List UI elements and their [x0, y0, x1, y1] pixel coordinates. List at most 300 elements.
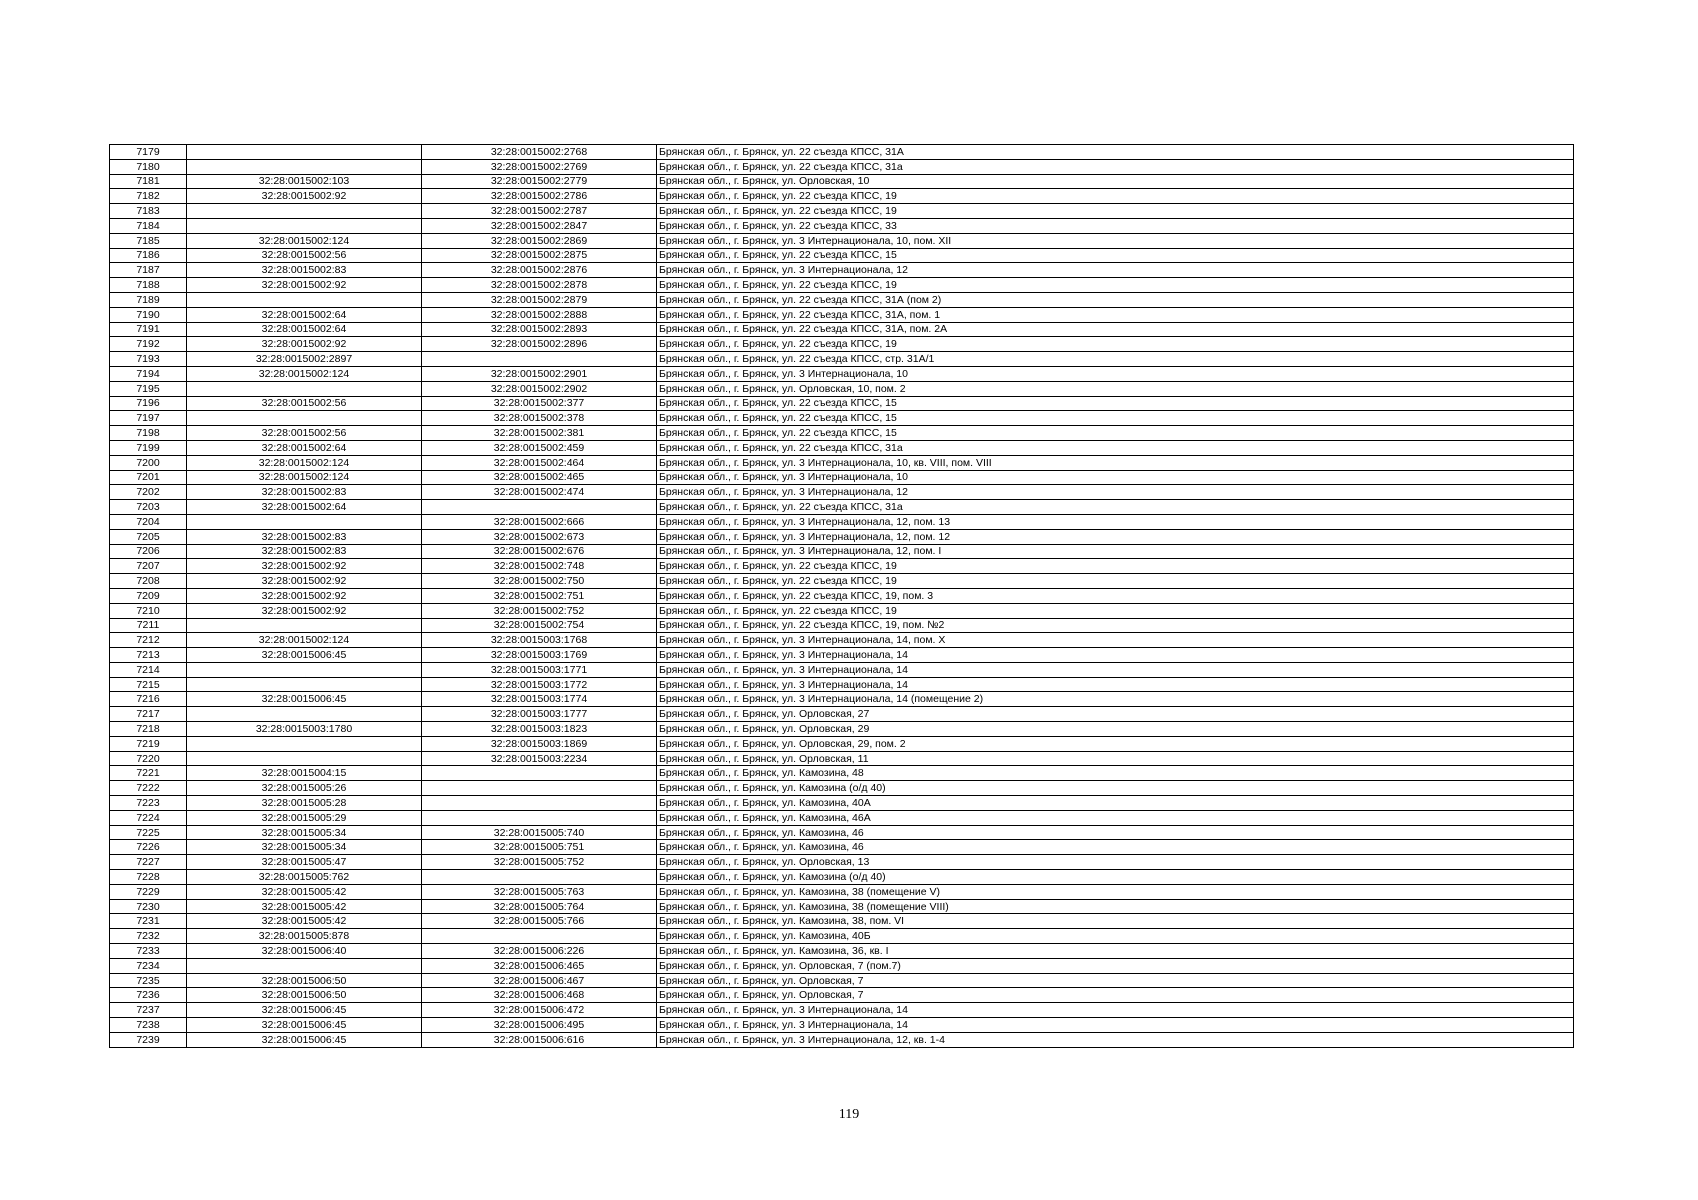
parent-cadastral-cell: [187, 618, 422, 633]
cadastral-number-cell: 32:28:0015002:2769: [422, 159, 657, 174]
parent-cadastral-cell: [187, 736, 422, 751]
table-row: [110, 426, 1574, 441]
parent-cadastral-cell: 32:28:0015004:15: [187, 766, 422, 781]
table-body: [110, 145, 1574, 1048]
row-number-cell: 7205: [110, 529, 187, 544]
address-cell: Брянская обл., г. Брянск, ул. Камозина, 38 (помещение VIII): [657, 899, 1574, 914]
address-cell: Брянская обл., г. Брянск, ул. Орловская, 7: [657, 973, 1574, 988]
parent-cadastral-cell: 32:28:0015002:64: [187, 440, 422, 455]
address-cell: Брянская обл., г. Брянск, ул. 3 Интернационала, 14: [657, 677, 1574, 692]
address-cell: Брянская обл., г. Брянск, ул. 22 съезда КПСС, 33: [657, 218, 1574, 233]
cadastral-number-cell: 32:28:0015006:468: [422, 988, 657, 1003]
row-number-cell: 7189: [110, 292, 187, 307]
address-cell: Брянская обл., г. Брянск, ул. Орловская, 10, пом. 2: [657, 381, 1574, 396]
cadastral-number-cell: 32:28:0015005:763: [422, 884, 657, 899]
cadastral-number-cell: 32:28:0015005:752: [422, 855, 657, 870]
row-number-cell: 7203: [110, 500, 187, 515]
parent-cadastral-cell: [187, 751, 422, 766]
address-cell: Брянская обл., г. Брянск, ул. 22 съезда КПСС, стр. 31А/1: [657, 352, 1574, 367]
parent-cadastral-cell: 32:28:0015005:878: [187, 929, 422, 944]
row-number-cell: 7214: [110, 662, 187, 677]
row-number-cell: 7200: [110, 455, 187, 470]
table-row: [110, 914, 1574, 929]
parent-cadastral-cell: [187, 145, 422, 160]
parent-cadastral-cell: [187, 292, 422, 307]
cadastral-number-cell: 32:28:0015003:1869: [422, 736, 657, 751]
row-number-cell: 7223: [110, 796, 187, 811]
address-cell: Брянская обл., г. Брянск, ул. 22 съезда КПСС, 31а: [657, 159, 1574, 174]
cadastral-number-cell: 32:28:0015003:2234: [422, 751, 657, 766]
cadastral-number-cell: 32:28:0015002:750: [422, 574, 657, 589]
cadastral-number-cell: 32:28:0015002:2879: [422, 292, 657, 307]
cadastral-number-cell: [422, 929, 657, 944]
row-number-cell: 7194: [110, 366, 187, 381]
table-row: [110, 529, 1574, 544]
table-row: [110, 322, 1574, 337]
address-cell: Брянская обл., г. Брянск, ул. Орловская, 27: [657, 707, 1574, 722]
cadastral-number-cell: 32:28:0015006:465: [422, 958, 657, 973]
row-number-cell: 7182: [110, 189, 187, 204]
cadastral-number-cell: 32:28:0015002:2896: [422, 337, 657, 352]
parent-cadastral-cell: [187, 204, 422, 219]
cadastral-number-cell: [422, 500, 657, 515]
cadastral-number-cell: 32:28:0015006:472: [422, 1003, 657, 1018]
cadastral-number-cell: 32:28:0015003:1769: [422, 648, 657, 663]
row-number-cell: 7221: [110, 766, 187, 781]
row-number-cell: 7227: [110, 855, 187, 870]
address-cell: Брянская обл., г. Брянск, ул. 3 Интернационала, 14 (помещение 2): [657, 692, 1574, 707]
address-cell: Брянская обл., г. Брянск, ул. 22 съезда КПСС, 31А (пом 2): [657, 292, 1574, 307]
address-cell: Брянская обл., г. Брянск, ул. 22 съезда КПСС, 31А, пом. 1: [657, 307, 1574, 322]
parent-cadastral-cell: 32:28:0015006:40: [187, 944, 422, 959]
table-row: [110, 455, 1574, 470]
parent-cadastral-cell: 32:28:0015002:124: [187, 470, 422, 485]
row-number-cell: 7193: [110, 352, 187, 367]
parent-cadastral-cell: 32:28:0015002:124: [187, 455, 422, 470]
row-number-cell: 7198: [110, 426, 187, 441]
cadastral-number-cell: 32:28:0015002:474: [422, 485, 657, 500]
table-row: [110, 766, 1574, 781]
parent-cadastral-cell: 32:28:0015002:2897: [187, 352, 422, 367]
row-number-cell: 7187: [110, 263, 187, 278]
parent-cadastral-cell: 32:28:0015002:103: [187, 174, 422, 189]
address-cell: Брянская обл., г. Брянск, ул. Камозина (о/д 40): [657, 781, 1574, 796]
table-row: [110, 514, 1574, 529]
table-row: [110, 677, 1574, 692]
table-row: [110, 633, 1574, 648]
table-row: [110, 796, 1574, 811]
cadastral-number-cell: 32:28:0015003:1777: [422, 707, 657, 722]
cadastral-number-cell: [422, 352, 657, 367]
row-number-cell: 7179: [110, 145, 187, 160]
cadastral-number-cell: 32:28:0015003:1772: [422, 677, 657, 692]
row-number-cell: 7228: [110, 870, 187, 885]
cadastral-number-cell: 32:28:0015006:467: [422, 973, 657, 988]
address-cell: Брянская обл., г. Брянск, ул. 22 съезда КПСС, 19, пом. №2: [657, 618, 1574, 633]
parent-cadastral-cell: [187, 411, 422, 426]
table-row: [110, 840, 1574, 855]
table-row: [110, 855, 1574, 870]
address-cell: Брянская обл., г. Брянск, ул. Орловская, 29, пом. 2: [657, 736, 1574, 751]
address-cell: Брянская обл., г. Брянск, ул. 3 Интернационала, 12, пом. 13: [657, 514, 1574, 529]
cadastral-number-cell: 32:28:0015002:752: [422, 603, 657, 618]
address-cell: Брянская обл., г. Брянск, ул. 3 Интернационала, 12, пом. 12: [657, 529, 1574, 544]
parent-cadastral-cell: [187, 958, 422, 973]
row-number-cell: 7220: [110, 751, 187, 766]
parent-cadastral-cell: 32:28:0015005:762: [187, 870, 422, 885]
cadastral-number-cell: 32:28:0015002:464: [422, 455, 657, 470]
parent-cadastral-cell: [187, 514, 422, 529]
address-cell: Брянская обл., г. Брянск, ул. 22 съезда КПСС, 15: [657, 248, 1574, 263]
table-row: [110, 648, 1574, 663]
cadastral-number-cell: 32:28:0015002:465: [422, 470, 657, 485]
table-row: [110, 174, 1574, 189]
address-cell: Брянская обл., г. Брянск, ул. 3 Интернационала, 10, пом. XII: [657, 233, 1574, 248]
address-cell: Брянская обл., г. Брянск, ул. Камозина, 36, кв. I: [657, 944, 1574, 959]
cadastral-number-cell: 32:28:0015003:1771: [422, 662, 657, 677]
row-number-cell: 7185: [110, 233, 187, 248]
row-number-cell: 7202: [110, 485, 187, 500]
row-number-cell: 7180: [110, 159, 187, 174]
address-cell: Брянская обл., г. Брянск, ул. 22 съезда КПСС, 19: [657, 204, 1574, 219]
table-row: [110, 485, 1574, 500]
address-cell: Брянская обл., г. Брянск, ул. 22 съезда КПСС, 31а: [657, 500, 1574, 515]
cadastral-number-cell: 32:28:0015002:2787: [422, 204, 657, 219]
address-cell: Брянская обл., г. Брянск, ул. 3 Интернационала, 10: [657, 470, 1574, 485]
table-row: [110, 618, 1574, 633]
table-row: [110, 958, 1574, 973]
cadastral-number-cell: 32:28:0015002:459: [422, 440, 657, 455]
table-row: [110, 751, 1574, 766]
cadastral-table: [109, 144, 1574, 1048]
cadastral-number-cell: 32:28:0015002:2902: [422, 381, 657, 396]
cadastral-number-cell: 32:28:0015002:751: [422, 588, 657, 603]
row-number-cell: 7222: [110, 781, 187, 796]
address-cell: Брянская обл., г. Брянск, ул. Орловская, 7 (пом.7): [657, 958, 1574, 973]
row-number-cell: 7211: [110, 618, 187, 633]
cadastral-number-cell: 32:28:0015002:748: [422, 559, 657, 574]
cadastral-number-cell: 32:28:0015002:2875: [422, 248, 657, 263]
cadastral-number-cell: 32:28:0015002:2768: [422, 145, 657, 160]
parent-cadastral-cell: 32:28:0015002:124: [187, 233, 422, 248]
row-number-cell: 7235: [110, 973, 187, 988]
table-row: [110, 218, 1574, 233]
parent-cadastral-cell: 32:28:0015002:92: [187, 559, 422, 574]
table-row: [110, 884, 1574, 899]
table-row: [110, 692, 1574, 707]
parent-cadastral-cell: 32:28:0015005:26: [187, 781, 422, 796]
parent-cadastral-cell: 32:28:0015006:45: [187, 1032, 422, 1047]
cadastral-number-cell: [422, 781, 657, 796]
parent-cadastral-cell: [187, 159, 422, 174]
address-cell: Брянская обл., г. Брянск, ул. 22 съезда КПСС, 15: [657, 411, 1574, 426]
table-row: [110, 396, 1574, 411]
address-cell: Брянская обл., г. Брянск, ул. 22 съезда КПСС, 19: [657, 337, 1574, 352]
table-row: [110, 470, 1574, 485]
parent-cadastral-cell: 32:28:0015006:45: [187, 648, 422, 663]
row-number-cell: 7231: [110, 914, 187, 929]
address-cell: Брянская обл., г. Брянск, ул. 22 съезда КПСС, 19: [657, 574, 1574, 589]
parent-cadastral-cell: 32:28:0015002:64: [187, 500, 422, 515]
address-cell: Брянская обл., г. Брянск, ул. 22 съезда КПСС, 19, пом. 3: [657, 588, 1574, 603]
row-number-cell: 7197: [110, 411, 187, 426]
table-row: [110, 810, 1574, 825]
parent-cadastral-cell: 32:28:0015002:92: [187, 189, 422, 204]
cadastral-number-cell: 32:28:0015005:751: [422, 840, 657, 855]
row-number-cell: 7192: [110, 337, 187, 352]
parent-cadastral-cell: 32:28:0015006:45: [187, 1018, 422, 1033]
table-row: [110, 899, 1574, 914]
parent-cadastral-cell: 32:28:0015005:42: [187, 914, 422, 929]
cadastral-number-cell: 32:28:0015002:2878: [422, 278, 657, 293]
cadastral-number-cell: 32:28:0015002:378: [422, 411, 657, 426]
table-row: [110, 574, 1574, 589]
table-row: [110, 544, 1574, 559]
row-number-cell: 7210: [110, 603, 187, 618]
cadastral-number-cell: 32:28:0015002:666: [422, 514, 657, 529]
address-cell: Брянская обл., г. Брянск, ул. 3 Интернационала, 14: [657, 1018, 1574, 1033]
address-cell: Брянская обл., г. Брянск, ул. 3 Интернационала, 12: [657, 485, 1574, 500]
address-cell: Брянская обл., г. Брянск, ул. 3 Интернационала, 10, кв. VIII, пом. VIII: [657, 455, 1574, 470]
address-cell: Брянская обл., г. Брянск, ул. 22 съезда КПСС, 15: [657, 396, 1574, 411]
table-row: [110, 603, 1574, 618]
address-cell: Брянская обл., г. Брянск, ул. Камозина, 46А: [657, 810, 1574, 825]
parent-cadastral-cell: 32:28:0015006:45: [187, 1003, 422, 1018]
address-cell: Брянская обл., г. Брянск, ул. Камозина (о/д 40): [657, 870, 1574, 885]
address-cell: Брянская обл., г. Брянск, ул. 22 съезда КПСС, 19: [657, 189, 1574, 204]
cadastral-number-cell: [422, 810, 657, 825]
row-number-cell: 7206: [110, 544, 187, 559]
cadastral-number-cell: 32:28:0015005:764: [422, 899, 657, 914]
parent-cadastral-cell: 32:28:0015002:92: [187, 337, 422, 352]
cadastral-number-cell: 32:28:0015002:676: [422, 544, 657, 559]
parent-cadastral-cell: 32:28:0015005:34: [187, 825, 422, 840]
row-number-cell: 7181: [110, 174, 187, 189]
parent-cadastral-cell: 32:28:0015005:42: [187, 899, 422, 914]
address-cell: Брянская обл., г. Брянск, ул. Орловская, 10: [657, 174, 1574, 189]
parent-cadastral-cell: [187, 662, 422, 677]
row-number-cell: 7209: [110, 588, 187, 603]
cadastral-number-cell: 32:28:0015002:2869: [422, 233, 657, 248]
cadastral-number-cell: 32:28:0015003:1823: [422, 722, 657, 737]
parent-cadastral-cell: 32:28:0015005:47: [187, 855, 422, 870]
cadastral-number-cell: 32:28:0015006:616: [422, 1032, 657, 1047]
table-row: [110, 263, 1574, 278]
cadastral-number-cell: 32:28:0015002:2888: [422, 307, 657, 322]
table-row: [110, 440, 1574, 455]
row-number-cell: 7236: [110, 988, 187, 1003]
table-row: [110, 1032, 1574, 1047]
cadastral-number-cell: 32:28:0015002:2876: [422, 263, 657, 278]
row-number-cell: 7215: [110, 677, 187, 692]
table-row: [110, 278, 1574, 293]
address-cell: Брянская обл., г. Брянск, ул. 22 съезда КПСС, 19: [657, 278, 1574, 293]
cadastral-number-cell: [422, 766, 657, 781]
table-row: [110, 337, 1574, 352]
parent-cadastral-cell: 32:28:0015003:1780: [187, 722, 422, 737]
parent-cadastral-cell: 32:28:0015002:83: [187, 544, 422, 559]
parent-cadastral-cell: 32:28:0015002:64: [187, 307, 422, 322]
address-cell: Брянская обл., г. Брянск, ул. 22 съезда КПСС, 15: [657, 426, 1574, 441]
row-number-cell: 7234: [110, 958, 187, 973]
table-row: [110, 825, 1574, 840]
cadastral-number-cell: 32:28:0015002:2901: [422, 366, 657, 381]
table-row: [110, 973, 1574, 988]
table-row: [110, 381, 1574, 396]
parent-cadastral-cell: 32:28:0015002:92: [187, 574, 422, 589]
cadastral-number-cell: 32:28:0015002:2779: [422, 174, 657, 189]
address-cell: Брянская обл., г. Брянск, ул. Камозина, 38 (помещение V): [657, 884, 1574, 899]
row-number-cell: 7225: [110, 825, 187, 840]
row-number-cell: 7218: [110, 722, 187, 737]
table-row: [110, 870, 1574, 885]
address-cell: Брянская обл., г. Брянск, ул. 3 Интернационала, 12, пом. I: [657, 544, 1574, 559]
cadastral-number-cell: [422, 870, 657, 885]
address-cell: Брянская обл., г. Брянск, ул. 22 съезда КПСС, 31а: [657, 440, 1574, 455]
address-cell: Брянская обл., г. Брянск, ул. 3 Интернационала, 14: [657, 662, 1574, 677]
table-row: [110, 736, 1574, 751]
cadastral-number-cell: 32:28:0015003:1768: [422, 633, 657, 648]
row-number-cell: 7232: [110, 929, 187, 944]
parent-cadastral-cell: 32:28:0015005:42: [187, 884, 422, 899]
parent-cadastral-cell: 32:28:0015005:28: [187, 796, 422, 811]
address-cell: Брянская обл., г. Брянск, ул. Орловская, 13: [657, 855, 1574, 870]
parent-cadastral-cell: 32:28:0015002:83: [187, 529, 422, 544]
parent-cadastral-cell: 32:28:0015002:83: [187, 263, 422, 278]
page-number: 119: [838, 1107, 860, 1122]
row-number-cell: 7233: [110, 944, 187, 959]
parent-cadastral-cell: 32:28:0015006:45: [187, 692, 422, 707]
row-number-cell: 7238: [110, 1018, 187, 1033]
row-number-cell: 7199: [110, 440, 187, 455]
address-cell: Брянская обл., г. Брянск, ул. Камозина, 48: [657, 766, 1574, 781]
table-row: [110, 233, 1574, 248]
cadastral-number-cell: [422, 796, 657, 811]
parent-cadastral-cell: 32:28:0015005:34: [187, 840, 422, 855]
table-row: [110, 307, 1574, 322]
table-row: [110, 145, 1574, 160]
table-row: [110, 781, 1574, 796]
table-row: [110, 204, 1574, 219]
row-number-cell: 7183: [110, 204, 187, 219]
row-number-cell: 7239: [110, 1032, 187, 1047]
address-cell: Брянская обл., г. Брянск, ул. Орловская, 29: [657, 722, 1574, 737]
parent-cadastral-cell: [187, 381, 422, 396]
address-cell: Брянская обл., г. Брянск, ул. 3 Интернационала, 12, кв. 1-4: [657, 1032, 1574, 1047]
parent-cadastral-cell: [187, 218, 422, 233]
parent-cadastral-cell: 32:28:0015002:56: [187, 248, 422, 263]
table-row: [110, 292, 1574, 307]
row-number-cell: 7224: [110, 810, 187, 825]
cadastral-number-cell: 32:28:0015002:754: [422, 618, 657, 633]
address-cell: Брянская обл., г. Брянск, ул. 22 съезда КПСС, 31А, пом. 2А: [657, 322, 1574, 337]
row-number-cell: 7219: [110, 736, 187, 751]
table-row: [110, 588, 1574, 603]
row-number-cell: 7201: [110, 470, 187, 485]
parent-cadastral-cell: 32:28:0015002:92: [187, 278, 422, 293]
cadastral-number-cell: 32:28:0015002:377: [422, 396, 657, 411]
cadastral-number-cell: 32:28:0015002:381: [422, 426, 657, 441]
address-cell: Брянская обл., г. Брянск, ул. 3 Интернационала, 14: [657, 648, 1574, 663]
parent-cadastral-cell: 32:28:0015005:29: [187, 810, 422, 825]
table-row: [110, 1018, 1574, 1033]
address-cell: Брянская обл., г. Брянск, ул. Камозина, 38, пом. VI: [657, 914, 1574, 929]
cadastral-number-cell: 32:28:0015002:2847: [422, 218, 657, 233]
row-number-cell: 7208: [110, 574, 187, 589]
row-number-cell: 7226: [110, 840, 187, 855]
row-number-cell: 7212: [110, 633, 187, 648]
table-row: [110, 352, 1574, 367]
table-row: [110, 159, 1574, 174]
address-cell: Брянская обл., г. Брянск, ул. 22 съезда КПСС, 31А: [657, 145, 1574, 160]
row-number-cell: 7195: [110, 381, 187, 396]
cadastral-number-cell: 32:28:0015005:740: [422, 825, 657, 840]
parent-cadastral-cell: 32:28:0015002:124: [187, 633, 422, 648]
address-cell: Брянская обл., г. Брянск, ул. 22 съезда КПСС, 19: [657, 603, 1574, 618]
row-number-cell: 7207: [110, 559, 187, 574]
cadastral-number-cell: 32:28:0015002:673: [422, 529, 657, 544]
parent-cadastral-cell: 32:28:0015002:92: [187, 603, 422, 618]
table-row: [110, 707, 1574, 722]
address-cell: Брянская обл., г. Брянск, ул. 3 Интернационала, 14: [657, 1003, 1574, 1018]
row-number-cell: 7230: [110, 899, 187, 914]
cadastral-number-cell: 32:28:0015002:2893: [422, 322, 657, 337]
cadastral-number-cell: 32:28:0015005:766: [422, 914, 657, 929]
cadastral-number-cell: 32:28:0015003:1774: [422, 692, 657, 707]
parent-cadastral-cell: 32:28:0015002:92: [187, 588, 422, 603]
address-cell: Брянская обл., г. Брянск, ул. Орловская, 7: [657, 988, 1574, 1003]
table-row: [110, 248, 1574, 263]
parent-cadastral-cell: 32:28:0015006:50: [187, 973, 422, 988]
row-number-cell: 7186: [110, 248, 187, 263]
table-row: [110, 366, 1574, 381]
cadastral-number-cell: 32:28:0015006:495: [422, 1018, 657, 1033]
table-row: [110, 662, 1574, 677]
parent-cadastral-cell: [187, 707, 422, 722]
address-cell: Брянская обл., г. Брянск, ул. 3 Интернационала, 10: [657, 366, 1574, 381]
row-number-cell: 7190: [110, 307, 187, 322]
address-cell: Брянская обл., г. Брянск, ул. Камозина, 46: [657, 840, 1574, 855]
parent-cadastral-cell: 32:28:0015002:56: [187, 396, 422, 411]
cadastral-number-cell: 32:28:0015002:2786: [422, 189, 657, 204]
table-row: [110, 559, 1574, 574]
parent-cadastral-cell: 32:28:0015002:124: [187, 366, 422, 381]
address-cell: Брянская обл., г. Брянск, ул. Орловская, 11: [657, 751, 1574, 766]
row-number-cell: 7188: [110, 278, 187, 293]
address-cell: Брянская обл., г. Брянск, ул. 3 Интернационала, 12: [657, 263, 1574, 278]
table-row: [110, 929, 1574, 944]
row-number-cell: 7213: [110, 648, 187, 663]
table-row: [110, 1003, 1574, 1018]
row-number-cell: 7196: [110, 396, 187, 411]
address-cell: Брянская обл., г. Брянск, ул. 22 съезда КПСС, 19: [657, 559, 1574, 574]
row-number-cell: 7216: [110, 692, 187, 707]
table-row: [110, 944, 1574, 959]
row-number-cell: 7229: [110, 884, 187, 899]
row-number-cell: 7184: [110, 218, 187, 233]
table-row: [110, 722, 1574, 737]
row-number-cell: 7204: [110, 514, 187, 529]
table-row: [110, 411, 1574, 426]
cadastral-number-cell: 32:28:0015006:226: [422, 944, 657, 959]
parent-cadastral-cell: [187, 677, 422, 692]
table-row: [110, 500, 1574, 515]
parent-cadastral-cell: 32:28:0015002:56: [187, 426, 422, 441]
address-cell: Брянская обл., г. Брянск, ул. 3 Интернационала, 14, пом. X: [657, 633, 1574, 648]
address-cell: Брянская обл., г. Брянск, ул. Камозина, 40Б: [657, 929, 1574, 944]
row-number-cell: 7237: [110, 1003, 187, 1018]
parent-cadastral-cell: 32:28:0015002:83: [187, 485, 422, 500]
